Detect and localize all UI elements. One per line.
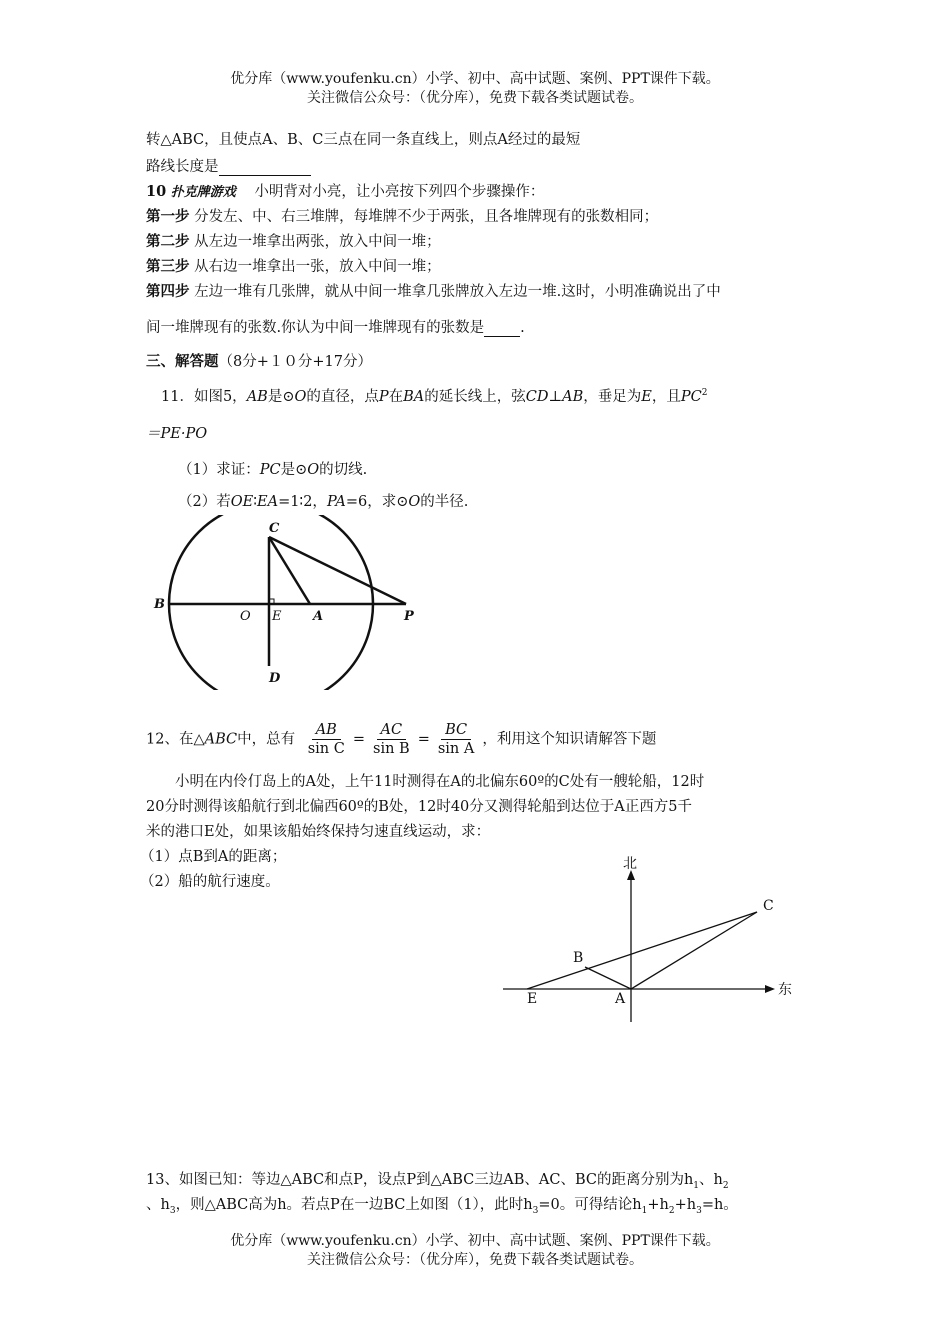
q11-text: =1∶2， [278, 494, 327, 510]
q13-text: 13、如图已知：等边△ABC和点P，设点P到△ABC三边AB、AC、BC的距离分别为h [146, 1172, 694, 1188]
frac-den: sin B [373, 741, 410, 757]
label-p: P [404, 609, 414, 624]
label-c: C [269, 521, 280, 536]
q12-sub-1: （1）点B到A的距离； [140, 849, 287, 865]
q11-var: P [378, 389, 389, 405]
frac-num: BC [441, 722, 471, 740]
q11-var: PC [259, 462, 281, 478]
fraction-ab-sinc [304, 722, 349, 757]
fraction-bc-sina [434, 722, 479, 757]
line-ab [585, 967, 631, 989]
q12-intro: 12、在△ABC中，总有 $\frac{AB}{\text{sin C}}$ = $\frac{AC}{\text{sin B}}$ = $\frac{BC}{\text{sin A}}$ ，利用这个知识请解答下题 [146, 722, 657, 757]
q10-step-2 [146, 230, 441, 251]
east-arrow-icon [765, 985, 775, 993]
answer-blank [219, 161, 311, 176]
q13-sub: 3 [532, 1205, 539, 1216]
header-line-2: 关注微信公众号：（优分库），免费下载各类试题试卷。 [307, 90, 643, 106]
q12-text: ，利用这个知识请解答下题 [482, 731, 657, 748]
q10-last-text: 间一堆牌现有的张数.你认为中间一堆牌现有的张数是 [146, 320, 485, 336]
q13-text: 、h [146, 1197, 170, 1213]
q12-sub-2: （2）船的航行速度。 [140, 874, 280, 890]
q11-var: O [307, 462, 320, 478]
q11-text: 是⊙ [280, 462, 308, 478]
q12-para-2: 20分时测得该船航行到北偏西60º的B处，12时40分又测得轮船到达位于A正西方5千 [146, 799, 692, 815]
q11-circle-figure [140, 515, 430, 690]
footer-line-2: 关注微信公众号：（优分库），免费下载各类试题试卷。 [307, 1252, 643, 1268]
q11-line-2: ＝PE·PO [146, 426, 208, 442]
frac-num: AB [312, 722, 341, 740]
ship-path-ec [527, 912, 757, 989]
q13-line-2 [146, 1193, 738, 1216]
q13-text: +h [647, 1197, 669, 1213]
q11-line-1 [161, 385, 707, 406]
fraction-ac-sinb [369, 722, 414, 757]
q11-sup: 2 [701, 388, 708, 399]
q10-title: 扑克牌游戏 [170, 185, 236, 200]
q11-var: O [408, 494, 421, 510]
q13-sub: 3 [696, 1205, 702, 1216]
q12-text: 中，总有 [237, 731, 296, 748]
q12-para-3: 米的港口E处，如果该船始终保持匀速直线运动，求： [146, 824, 491, 840]
q11-text: 在 [388, 389, 404, 405]
label-north: 北 [623, 856, 637, 872]
q13-text: ，则△ABC高为h。若点P在一边BC上如图（1），此时h [175, 1197, 533, 1213]
label-d: D [269, 671, 281, 686]
q13-sub: 1 [641, 1205, 648, 1216]
step-text: 分发左、中、右三堆牌，每堆牌不少于两张，且各堆牌现有的张数相同； [194, 209, 659, 225]
q11-text: 是⊙ [267, 389, 295, 405]
step-label: 第三步 [146, 258, 190, 275]
frac-num: AC [377, 722, 407, 740]
q11-text: 的切线. [319, 462, 368, 478]
q11-var: O [294, 389, 307, 405]
q13-line-1 [146, 1168, 729, 1191]
step-label: 第一步 [146, 208, 190, 225]
step-label: 第四步 [146, 283, 190, 300]
q11-text: ，垂足为 [583, 389, 642, 405]
step-text: 左边一堆有几张牌，就从中间一堆拿几张牌放入左边一堆.这时，小明准确说出了中 [194, 284, 721, 300]
q11-part-2 [178, 490, 468, 511]
q13-text: =h。 [701, 1197, 738, 1213]
label-east: 东 [778, 982, 792, 998]
q13-text: +h [674, 1197, 697, 1213]
step-label: 第二步 [146, 233, 190, 250]
q11-var: CD⊥AB [525, 389, 584, 405]
q10-intro: 小明背对小亮，让小亮按下列四个步骤操作： [254, 184, 545, 200]
label-o: O [240, 609, 251, 624]
q13-text: 、h [699, 1172, 723, 1188]
q10-step-1 [146, 205, 658, 226]
q11-text: 的半径. [420, 494, 469, 510]
q10-end: . [520, 320, 525, 336]
q11-var: PA [326, 494, 346, 510]
label-e: E [272, 609, 282, 624]
q10-step-4 [146, 280, 721, 301]
q11-text: 11．如图5， [161, 389, 247, 405]
q9-line-2 [146, 155, 311, 176]
header-line-1: 优分库（www.youfenku.cn）小学、初中、高中试题、案例、PPT课件下载。 [230, 71, 720, 87]
section-title: 三、解答题 [146, 353, 219, 370]
line-ac [631, 912, 757, 989]
step-text: 从右边一堆拿出一张，放入中间一堆； [194, 259, 441, 275]
q11-text: 的直径，点 [306, 389, 379, 405]
q10-last-line [146, 316, 525, 337]
q11-var: PC [680, 389, 702, 405]
q13-sub: 1 [693, 1180, 700, 1191]
q10-number: 10 [146, 183, 167, 200]
section-3-heading [146, 350, 372, 371]
label-c: C [763, 898, 774, 914]
q10-step-3 [146, 255, 441, 276]
q13-text: =0。可得结论h [538, 1197, 642, 1213]
q13-sub: 3 [169, 1205, 176, 1216]
frac-den: sin C [307, 741, 345, 757]
q9-line-2-text: 路线长度是 [146, 159, 219, 175]
q9-line-1: 转△ABC，且使点A、B、C三点在同一条直线上，则点A经过的最短 [146, 132, 581, 148]
q12-para-1: 小明在内伶仃岛上的A处，上午11时测得在A的北偏东60º的C处有一艘轮船，12时 [175, 774, 705, 790]
label-b: B [154, 597, 165, 612]
q11-text: （2）若 [178, 494, 231, 510]
q11-text: ，且 [651, 389, 681, 405]
q11-var: EA [257, 494, 279, 510]
q11-text: 的延长线上，弦 [424, 389, 526, 405]
step-text: 从左边一堆拿出两张，放入中间一堆； [194, 234, 441, 250]
q11-var: BA [403, 389, 425, 405]
q13-sub: 2 [722, 1180, 729, 1191]
q13-sub: 2 [668, 1205, 675, 1216]
label-a: A [615, 991, 626, 1007]
answer-blank [484, 322, 520, 337]
q11-text: =6，求⊙ [345, 494, 409, 510]
q12-text: 12、在 [146, 731, 194, 748]
section-scores: （8分+１０分+17分） [218, 354, 372, 370]
label-a: A [313, 609, 324, 624]
frac-den: sin A [437, 741, 475, 757]
label-e: E [527, 991, 538, 1007]
q11-text: ∶ [253, 494, 257, 510]
q10-title-line [146, 180, 544, 201]
q12-var: △ABC [193, 731, 238, 748]
q11-var: OE [230, 494, 254, 510]
q12-ship-figure [495, 850, 805, 1030]
q11-var: AB [246, 389, 268, 405]
q11-part-1 [178, 458, 367, 479]
footer-line-1: 优分库（www.youfenku.cn）小学、初中、高中试题、案例、PPT课件下载。 [230, 1233, 720, 1249]
label-b: B [573, 950, 584, 966]
q11-text: （1）求证： [178, 462, 260, 478]
q11-var: E [641, 389, 652, 405]
